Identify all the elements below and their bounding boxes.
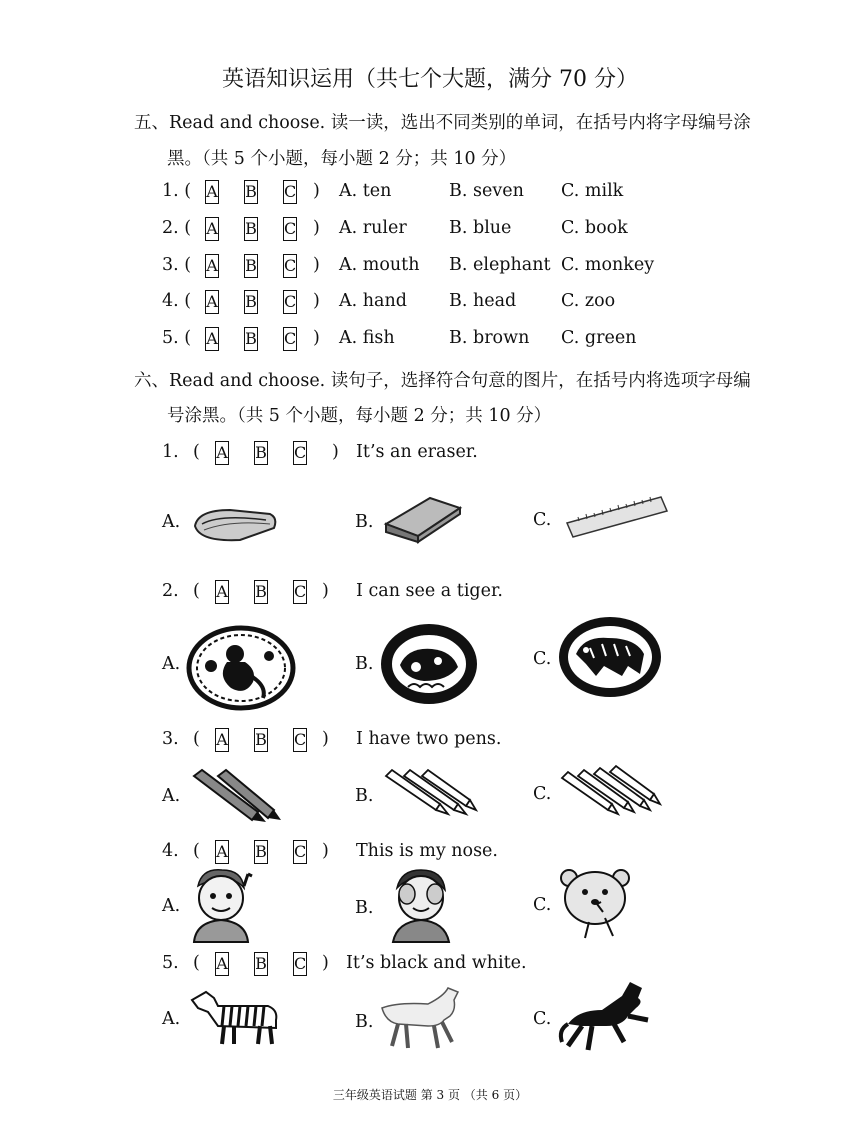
option-a: A. ruler: [339, 218, 407, 238]
picture-label-c: C.: [533, 1009, 552, 1029]
choice-box-c[interactable]: C: [293, 441, 307, 465]
question-number: 5.: [162, 953, 179, 973]
question-number: 1.: [162, 442, 179, 462]
question-number: 1. (: [162, 181, 192, 201]
choice-box-b[interactable]: B: [254, 840, 268, 864]
four-pens-image: [560, 764, 662, 816]
choice-box-c[interactable]: C: [283, 217, 297, 241]
choice-box-c[interactable]: C: [283, 254, 297, 278]
open-paren: (: [193, 953, 200, 973]
choice-box-b[interactable]: B: [244, 290, 258, 314]
three-pens-image: [382, 766, 478, 816]
choice-box-c[interactable]: C: [283, 327, 297, 351]
close-paren: ): [313, 181, 320, 201]
choice-box-c[interactable]: C: [283, 290, 297, 314]
choice-box-c[interactable]: C: [293, 840, 307, 864]
choice-box-c[interactable]: C: [283, 180, 297, 204]
question-sentence: It’s black and white.: [346, 953, 527, 973]
question-number: 2. (: [162, 218, 192, 238]
zebra-image: [188, 988, 283, 1048]
choice-box-a[interactable]: A: [205, 327, 219, 351]
choice-box-b[interactable]: B: [244, 254, 258, 278]
option-c: C. zoo: [561, 291, 616, 311]
choice-box-a[interactable]: A: [215, 952, 229, 976]
option-a: A. ten: [339, 181, 392, 201]
choice-box-b[interactable]: B: [254, 952, 268, 976]
question-sentence: It’s an eraser.: [356, 442, 478, 462]
option-a: A. fish: [339, 328, 395, 348]
choice-box-b[interactable]: B: [254, 728, 268, 752]
close-paren: ): [322, 953, 329, 973]
question-sentence: This is my nose.: [356, 841, 498, 861]
question-sentence: I have two pens.: [356, 729, 502, 749]
open-paren: (: [193, 841, 200, 861]
close-paren: ): [332, 442, 339, 462]
choice-box-a[interactable]: A: [205, 290, 219, 314]
open-paren: (: [193, 729, 200, 749]
picture-label-b: B.: [355, 654, 374, 674]
close-paren: ): [313, 328, 320, 348]
question-number: 5. (: [162, 328, 192, 348]
picture-label-b: B.: [355, 898, 374, 918]
picture-label-c: C.: [533, 784, 552, 804]
question-number: 3. (: [162, 255, 192, 275]
choice-box-c[interactable]: C: [293, 580, 307, 604]
close-paren: ): [322, 581, 329, 601]
option-c: C. monkey: [561, 255, 655, 275]
close-paren: ): [322, 729, 329, 749]
picture-label-c: C.: [533, 895, 552, 915]
rat-papercut-image: [378, 621, 481, 707]
question-number: 2.: [162, 581, 179, 601]
choice-box-b[interactable]: B: [254, 441, 268, 465]
question-number: 4. (: [162, 291, 192, 311]
boy-covering-eyes-image: [383, 866, 459, 942]
choice-box-a[interactable]: A: [215, 580, 229, 604]
choice-box-a[interactable]: A: [205, 254, 219, 278]
section5-instruction-line2: 黑。（共 5 个小题，每小题 2 分；共 10 分）: [167, 149, 517, 169]
choice-box-b[interactable]: B: [244, 327, 258, 351]
section5-instruction-line1: 五、Read and choose. 读一读，选出不同类别的单词，在括号内将字母编号涂: [134, 113, 751, 133]
picture-label-a: A.: [162, 654, 181, 674]
option-c: C. green: [561, 328, 637, 348]
two-pencils-image: [188, 766, 284, 824]
open-paren: (: [193, 442, 200, 462]
ruler-image: [565, 493, 670, 538]
tiger-papercut-image: [556, 614, 664, 700]
option-c: C. book: [561, 218, 628, 238]
choice-box-a[interactable]: A: [205, 180, 219, 204]
close-paren: ): [313, 218, 320, 238]
option-b: B. blue: [449, 218, 512, 238]
picture-label-a: A.: [162, 1009, 181, 1029]
eraser-image: [380, 492, 465, 544]
picture-label-a: A.: [162, 786, 181, 806]
choice-box-b[interactable]: B: [244, 180, 258, 204]
option-c: C. milk: [561, 181, 624, 201]
open-paren: (: [193, 581, 200, 601]
section6-instruction-line1: 六、Read and choose. 读句子，选择符合句意的图片，在括号内将选项字母编: [134, 371, 751, 391]
picture-label-b: B.: [355, 786, 374, 806]
option-a: A. hand: [339, 291, 407, 311]
picture-label-a: A.: [162, 512, 181, 532]
question-number: 4.: [162, 841, 179, 861]
choice-box-c[interactable]: C: [293, 728, 307, 752]
option-b: B. head: [449, 291, 517, 311]
page-title: 英语知识运用（共七个大题，满分 70 分）: [222, 67, 638, 92]
white-horse-image: [378, 986, 466, 1054]
monkey-papercut-image: [187, 626, 295, 710]
close-paren: ): [313, 291, 320, 311]
choice-box-a[interactable]: A: [205, 217, 219, 241]
picture-label-a: A.: [162, 896, 181, 916]
option-b: B. elephant: [449, 255, 551, 275]
option-b: B. brown: [449, 328, 530, 348]
close-paren: ): [322, 841, 329, 861]
option-b: B. seven: [449, 181, 524, 201]
choice-box-b[interactable]: B: [244, 217, 258, 241]
option-a: A. mouth: [339, 255, 420, 275]
picture-label-c: C.: [533, 649, 552, 669]
boy-pointing-image: [186, 866, 256, 942]
page-footer: 三年级英语试题 第 3 页 （共 6 页）: [332, 1088, 528, 1102]
picture-label-b: B.: [355, 512, 374, 532]
choice-box-a[interactable]: A: [215, 840, 229, 864]
question-sentence: I can see a tiger.: [356, 581, 503, 601]
choice-box-b[interactable]: B: [254, 580, 268, 604]
choice-box-a[interactable]: A: [215, 441, 229, 465]
picture-label-c: C.: [533, 510, 552, 530]
bear-touching-nose-image: [557, 866, 633, 940]
choice-box-a[interactable]: A: [215, 728, 229, 752]
pencil-case-image: [190, 500, 280, 545]
picture-label-b: B.: [355, 1012, 374, 1032]
section6-instruction-line2: 号涂黑。（共 5 个小题，每小题 2 分；共 10 分）: [167, 406, 552, 426]
question-number: 3.: [162, 729, 179, 749]
choice-box-c[interactable]: C: [293, 952, 307, 976]
close-paren: ): [313, 255, 320, 275]
black-horse-image: [558, 980, 658, 1052]
